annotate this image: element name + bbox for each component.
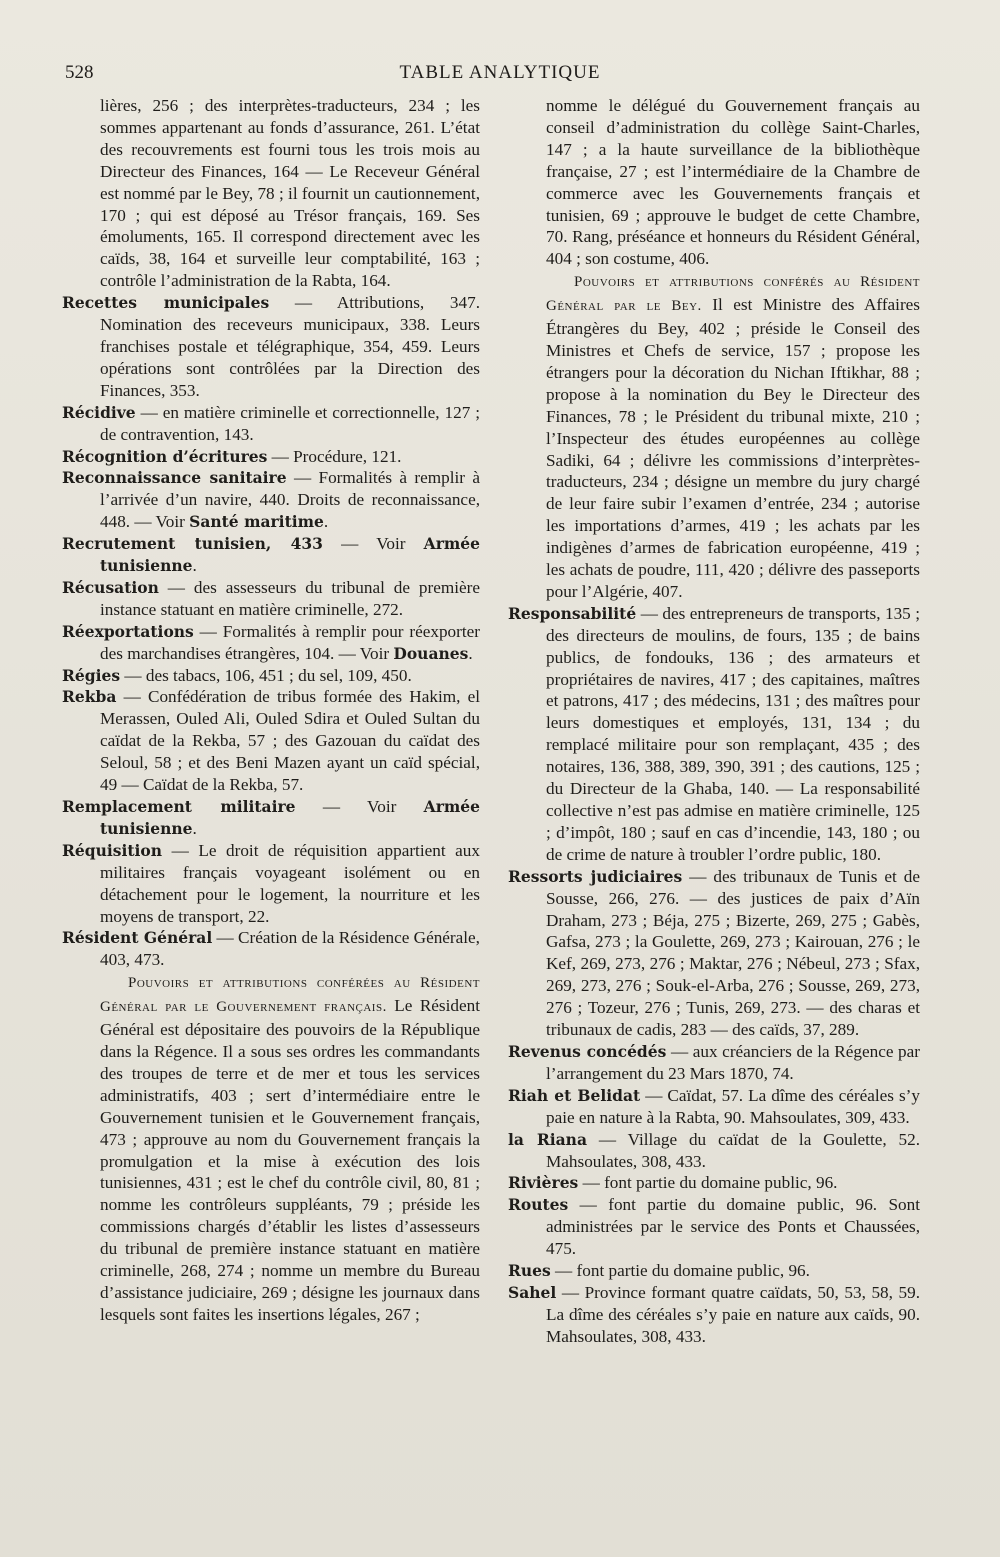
entry-headword: Récognition d’écritures <box>62 446 268 466</box>
index-entry <box>62 927 480 971</box>
entry-headword: Recettes municipales <box>62 293 270 313</box>
entry-headword: Rues <box>508 1261 551 1281</box>
entry-headword: Revenus concédés <box>508 1041 667 1061</box>
entry-text: — Voir <box>322 534 424 554</box>
entry-headword: Reconnaissance sanitaire <box>62 468 287 488</box>
index-entry <box>62 402 480 446</box>
index-entry <box>508 1172 920 1194</box>
index-entry <box>62 446 480 468</box>
entry-text: — font partie du domaine public, 96. <box>578 1173 838 1193</box>
entry-text: Il est Ministre des Affaires Étrangères du Bey, 402 ; préside le Conseil des Ministres et Chefs de service, 157 ; propose les étrangers pour la décoration du Nichan Iftikhar, 88 ; propose à la nomination du Bey le Directeur des Finances, 78 ; le Président du tribunal mixte, 210 ; l’Inspecteur des études européennes au collège Sadiki, 64 ; délivre les commissions d’interprètes-traducteurs, 234 ; désigne un membre du jury chargé de leur faire subir l’examen d’entrée, 234 ; autorise les importations d’armes, 419 ; les achats par les indigènes d’armes de fabrication européenne, 419 ; les achats de poudre, 111, 420 ; délivre des passeports pour l’Algérie, 407. <box>546 295 920 601</box>
entry-text: — Procédure, 121. <box>267 446 402 466</box>
right-column <box>508 95 920 1348</box>
index-entry <box>508 1260 920 1282</box>
left-column <box>62 95 480 1326</box>
entry-punctuation: . <box>468 643 473 663</box>
entry-text: — aux créanciers de la Régence par l’arrangement du 23 Mars 1870, 74. <box>546 1041 921 1083</box>
entry-text: — font partie du domaine public, 96. <box>550 1261 810 1281</box>
index-entry <box>62 840 480 928</box>
entry-punctuation: . <box>323 512 329 532</box>
entry-text: lières, 256 ; des interprètes-traducteurs, 234 ; les sommes appartenant au fonds d’assurance, 261. L’état des recouvrements est fourni tous les trois mois au Directeur des Finances, 164 — Le Receveur Général est nommé par le Bey, 78 ; il fournit un cautionnement, 170 ; qui est déposé au Trésor français, 169. Ses émoluments, 165. Il correspond directement avec les caïds, 38, 164 et surveille leur comptabilité, 163 ; contrôle l’administration de la Rabta, 164. <box>100 96 480 291</box>
entry-text: — Province formant quatre caïdats, 50, 53, 58, 59. La dîme des céréales s’y paie en nature aux caïds, 90. Mahsoulates, 308, 433. <box>546 1282 920 1346</box>
entry-text: — Formalités à remplir pour réexporter des marchandises étrangères, 104. — Voir <box>100 621 480 663</box>
entry-text: — font partie du domaine public, 96. Sont administrées par le service des Ponts et Chaussées, 475. <box>546 1195 920 1259</box>
entry-text: — des assesseurs du tribunal de première instance statuant en matière criminelle, 272. <box>100 577 480 619</box>
entry-text: nomme le délégué du Gouvernement français au conseil d’administration du collège Saint-Charles, 147 ; a la haute surveillance de la bibliothèque française, 27 ; est l’intermédiaire de la Chambre de commerce avec les Gouvernements français et tunisien, 69 ; approuve le budget de cette Chambre, 70. Rang, préséance et honneurs du Résident Général, 404 ; son costume, 406. <box>546 96 920 269</box>
index-entry <box>62 796 480 840</box>
entry-headword: Recrutement tunisien, 433 <box>62 534 323 554</box>
entry-headword: Sahel <box>508 1282 557 1302</box>
index-entry-continuation <box>62 95 480 292</box>
subsection-heading: Pouvoirs et attributions conférés au Résident Général par le Bey. <box>546 274 920 315</box>
entry-headword: Récusation <box>62 577 159 597</box>
entry-text: — Confédération de tribus formée des Hakim, el Merassen, Ouled Ali, Ouled Sdira et Ouled Sultan du caïdat de la Rekba, 57 ; des Gazouan du caïdat des Seloul, 58 ; et des Beni Mazen ayant un caïd spécial, 49 — Caïdat de la Rekba, 57. <box>100 687 480 795</box>
entry-headword: Routes <box>508 1195 569 1215</box>
entry-headword: Riah et Belidat <box>508 1085 641 1105</box>
entry-text: — Formalités à remplir à l’arrivée d’un navire, 440. Droits de reconnaissance, 448. — Voir <box>100 468 480 532</box>
entry-text: — Le droit de réquisition appartient aux militaires français voyageant isolément ou en détachement pour le logement, la nourriture et les moyens de transport, 22. <box>100 840 480 926</box>
index-entry <box>62 292 480 402</box>
entry-text: — Création de la Résidence Générale, 403, 473. <box>100 928 480 970</box>
page-number: 528 <box>65 62 94 83</box>
index-entry <box>62 665 480 687</box>
entry-headword: Ressorts judiciaires <box>508 866 683 886</box>
entry-headword: Rivières <box>508 1173 579 1193</box>
index-entry <box>508 1129 920 1173</box>
index-entry <box>62 533 480 577</box>
entry-text: — des entrepreneurs de transports, 135 ; des directeurs de moulins, de fours, 135 ; de bains publics, de fondouks, 136 ; des armateurs et propriétaires de navires, 417 ; des capitaines, maîtres et patrons, 417 ; des médecins, 131 ; des maîtres pour leurs domestiques et employés, 131, 134 ; du remplacé militaire pour son remplaçant, 435 ; des notaires, 136, 388, 389, 390, 391 ; des cautions, 125 ; du Directeur de la Ghaba, 140. — La responsabilité collective n’est pas admise en matière criminelle, 125 ; d’impôt, 180 ; sauf en cas d’incendie, 143, 180 ; ou de crime de nature à troubler l’ordre public, 180. <box>546 603 920 864</box>
cross-reference: Douanes <box>393 643 469 663</box>
index-entry <box>508 1194 920 1260</box>
index-entry <box>508 1041 920 1085</box>
entry-headword: Réexportations <box>62 621 194 641</box>
entry-text: Le Résident Général est dépositaire des pouvoirs de la République dans la Régence. Il a sous ses ordres les commandants des troupes de terre et de mer et tous les services administratifs, 403 ; sert d’intermédiaire entre le Gouvernement tunisien et le Gouvernement français, 473 ; approuve au nom du Gouvernement français la promulgation et la mise à exécution des lois tunisiennes, 431 ; est le chef du contrôle civil, 80, 81 ; nomme les contrôleurs suppléants, 79 ; préside les commissions chargés d’établir les listes d’assesseurs du tribunal de première instance statuant en matière criminelle, 268, 274 ; nomme un membre du Bureau d’assistance judiciaire, 269 ; désigne les journaux dans lesquels sont faites les insertions légales, 267 ; <box>100 996 480 1324</box>
entry-text: — Voir <box>295 797 424 816</box>
entry-headword: Responsabilité <box>508 603 637 623</box>
index-entry <box>508 1085 920 1129</box>
subsection-heading: Pouvoirs et attributions conférées au Résident Général par le Gouvernement français. <box>100 975 480 1016</box>
entry-headword: Remplacement militaire <box>62 797 296 816</box>
entry-text: — Caïdat, 57. La dîme des céréales s’y paie en nature à la Rabta, 90. Mahsoulates, 309, 433. <box>546 1085 920 1127</box>
entry-punctuation: . <box>192 818 197 838</box>
page-header <box>60 62 940 92</box>
index-entry <box>508 603 920 866</box>
entry-text: — des tribunaux de Tunis et de Sousse, 266, 276. — des justices de paix d’Aïn Draham, 273 ; Béja, 275 ; Bizerte, 269, 275 ; Gabès, Gafsa, 273 ; la Goulette, 269, 273 ; Kairouan, 276 ; le Kef, 269, 273, 276 ; Maktar, 276 ; Nébeul, 273 ; Sfax, 269, 273, 276 ; Souk-el-Arba, 276 ; Sousse, 269, 273, 276 ; Tozeur, 276 ; Tunis, 269, 273. — des charas et tribunaux de cadis, 283 — des caïds, 37, 289. <box>546 866 920 1040</box>
index-entry-continuation <box>508 95 920 270</box>
entry-text: — des tabacs, 106, 451 ; du sel, 109, 450. <box>120 665 412 685</box>
index-entry <box>62 467 480 533</box>
entry-punctuation: . <box>192 556 197 576</box>
index-entry <box>62 621 480 665</box>
index-entry <box>508 866 920 1041</box>
entry-text: — en matière criminelle et correctionnelle, 127 ; de contravention, 143. <box>100 402 480 444</box>
cross-reference: Santé maritime <box>189 512 324 532</box>
entry-headword: Réquisition <box>62 840 163 860</box>
cross-reference: Armée tunisienne <box>100 534 480 576</box>
entry-headword: Récidive <box>62 402 136 422</box>
index-subsection <box>508 270 920 603</box>
index-entry <box>62 577 480 621</box>
cross-reference: Armée tunisienne <box>100 797 480 838</box>
entry-headword: la Riana <box>508 1129 587 1149</box>
entry-headword: Résident Général <box>62 928 213 948</box>
index-subsection <box>62 971 480 1326</box>
entry-headword: Rekba <box>62 687 117 707</box>
index-entry <box>508 1282 920 1348</box>
entry-text: — Village du caïdat de la Goulette, 52. Mahsoulates, 308, 433. <box>546 1129 920 1171</box>
entry-text: — Attributions, 347. Nomination des receveurs municipaux, 338. Leurs franchises postale et télégraphique, 354, 459. Leurs opérations sont contrôlées par la Direction des Finances, 353. <box>100 293 480 400</box>
running-title: TABLE ANALYTIQUE <box>399 62 601 83</box>
index-entry <box>62 686 480 796</box>
entry-headword: Régies <box>62 665 121 685</box>
